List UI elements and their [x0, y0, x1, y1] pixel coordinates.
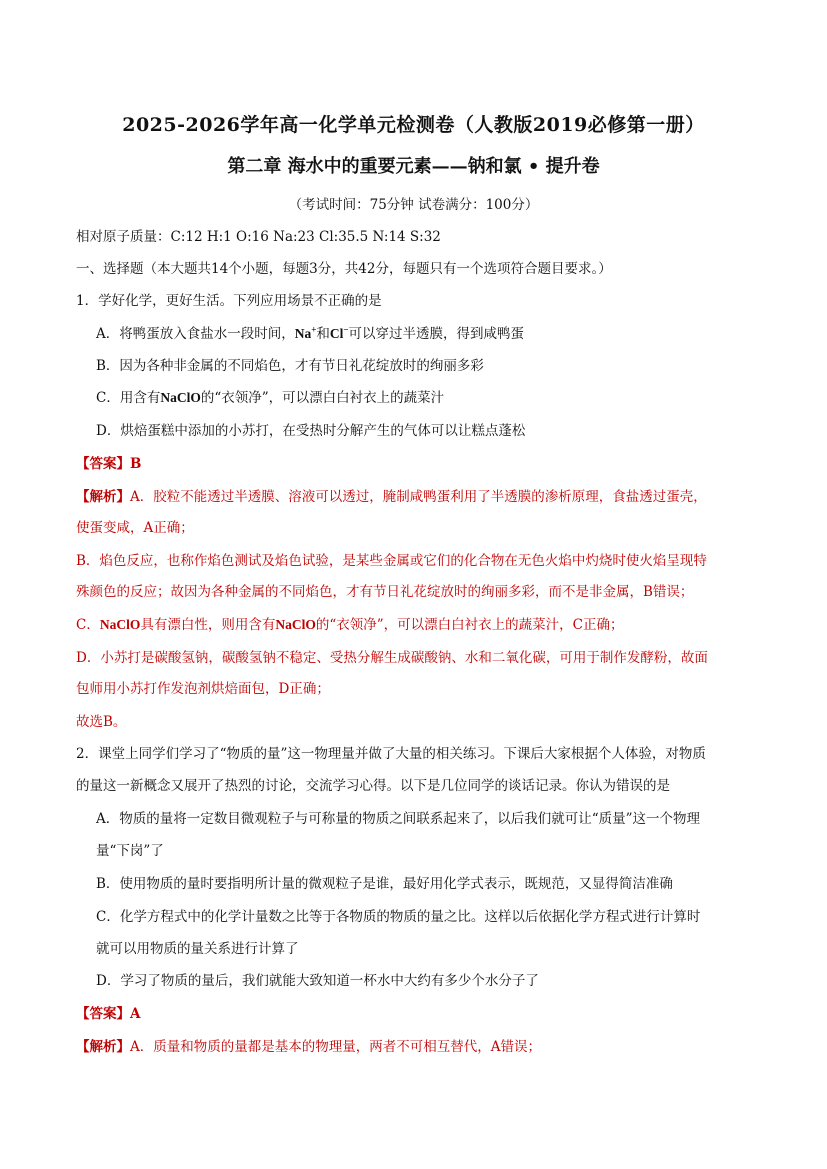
- q1-explanation-a-line2: 使蛋变咸，A正确；: [76, 520, 194, 536]
- chapter-subtitle: 第二章 海水中的重要元素——钠和氯 • 提升卷: [227, 156, 600, 177]
- chem-formula: NaClO: [275, 617, 316, 632]
- section-heading: 一、选择题（本大题共14个小题，每题3分，共42分，每题只有一个选项符合题目要求。）: [76, 261, 612, 277]
- q2-answer: 【答案】A: [76, 1006, 141, 1022]
- chloride-symbol: Cl: [329, 326, 344, 341]
- q2-stem-line2: 的量这一新概念又展开了热烈的讨论，交流学习心得。以下是几位同学的谈话记录。你认为错误的是: [76, 778, 670, 794]
- q1-option-a-and: 和: [316, 326, 330, 342]
- q1-option-c-text: C．用含有: [96, 390, 161, 406]
- exam-info: （考试时间：75分钟 试卷满分：100分）: [288, 197, 539, 213]
- atomic-masses: 相对原子质量：C:12 H:1 O:16 Na:23 Cl:35.5 N:14 S:32: [76, 229, 441, 245]
- q2-explanation-a: [76, 1036, 787, 1058]
- q1-explanation-b-line1: B．焰色反应，也称作焰色测试及焰色试验，是某些金属或它们的化合物在无色火焰中灼烧时使火焰呈现特: [76, 553, 707, 569]
- q2-option-d: D．学习了物质的量后，我们就能大致知道一杯水中大约有多少个水分子了: [96, 973, 539, 989]
- q2-option-b: B．使用物质的量时要指明所计量的微观粒子是谁，最好用化学式表示，既规范，又显得简洁准确: [96, 876, 673, 892]
- q2-exp-a-text: A．质量和物质的量都是基本的物理量，两者不可相互替代，A错误；: [130, 1039, 541, 1055]
- chem-formula: NaClO: [160, 390, 201, 405]
- q1-option-c-tail: 的“衣领净”，可以漂白白衬衣上的蔬菜汁: [200, 390, 445, 406]
- sodium-symbol: Na: [294, 326, 312, 341]
- chloride-charge: −: [343, 324, 349, 335]
- q1-exp-c-prefix: C．: [76, 617, 100, 633]
- q1-option-a-text: A．将鸭蛋放入食盐水一段时间，: [96, 326, 295, 342]
- q1-option-b: B．因为各种非金属的不同焰色，才有节日礼花绽放时的绚丽多彩: [96, 358, 484, 374]
- q1-option-a-tail: 可以穿过半透膜，得到咸鸭蛋: [348, 326, 525, 342]
- q1-explanation-d-line1: D．小苏打是碳酸氢钠，碳酸氢钠不稳定、受热分解生成碳酸钠、水和二氧化碳，可用于制作发酵粉，故面: [76, 650, 708, 666]
- explanation-label: 【解析】: [76, 489, 130, 505]
- chloride-ion: [330, 326, 349, 341]
- q1-exp-c-tail: 的“衣领净”，可以漂白白衬衣上的蔬菜汁，C正确；: [315, 617, 624, 633]
- explanation-label: 【解析】: [76, 1039, 130, 1055]
- q2-option-a-line1: A．物质的量将一定数目微观粒子与可称量的物质之间联系起来了，以后我们就可让“质量”这一个物理: [96, 811, 701, 827]
- q1-explanation-b-line2: 殊颜色的反应；故因为各种金属的不同焰色，才有节日礼花绽放时的绚丽多彩，而不是非金属，B错误；: [76, 584, 694, 600]
- q2-stem-line1: 2．课堂上同学们学习了“物质的量”这一物理量并做了大量的相关练习。下课后大家根据个人体验，对物质: [76, 746, 706, 762]
- q1-exp-a-text: A．胶粒不能透过半透膜、溶液可以透过，腌制咸鸭蛋利用了半透膜的渗析原理，食盐透过蛋壳，: [130, 489, 707, 505]
- sodium-charge: +: [311, 324, 317, 335]
- q1-answer: 【答案】B: [76, 456, 142, 472]
- q1-explanation-a-line1: [76, 486, 787, 508]
- q2-option-c-line1: C．化学方程式中的化学计量数之比等于各物质的物质的量之比。这样以后依据化学方程式进行计算时: [96, 909, 701, 925]
- q1-conclusion: 故选B。: [76, 714, 127, 730]
- q1-explanation-c: [76, 614, 787, 636]
- q1-exp-c-mid: 具有漂白性，则用含有: [140, 617, 276, 633]
- q2-option-a-line2: 量“下岗”了: [96, 843, 164, 859]
- q1-explanation-d-line2: 包师用小苏打作发泡剂烘焙面包，D正确；: [76, 681, 330, 697]
- q1-option-d: D．烘焙蛋糕中添加的小苏打，在受热时分解产生的气体可以让糕点蓬松: [96, 423, 526, 439]
- document-title: 2025-2026学年高一化学单元检测卷（人教版2019必修第一册）: [122, 114, 705, 136]
- sodium-ion: [295, 326, 317, 341]
- q1-option-a: [96, 323, 787, 345]
- chem-formula: NaClO: [99, 617, 141, 632]
- q1-stem: 1．学好化学，更好生活。下列应用场景不正确的是: [76, 293, 382, 309]
- q2-option-c-line2: 就可以用物质的量关系进行计算了: [96, 941, 299, 957]
- q1-option-c: [96, 387, 787, 409]
